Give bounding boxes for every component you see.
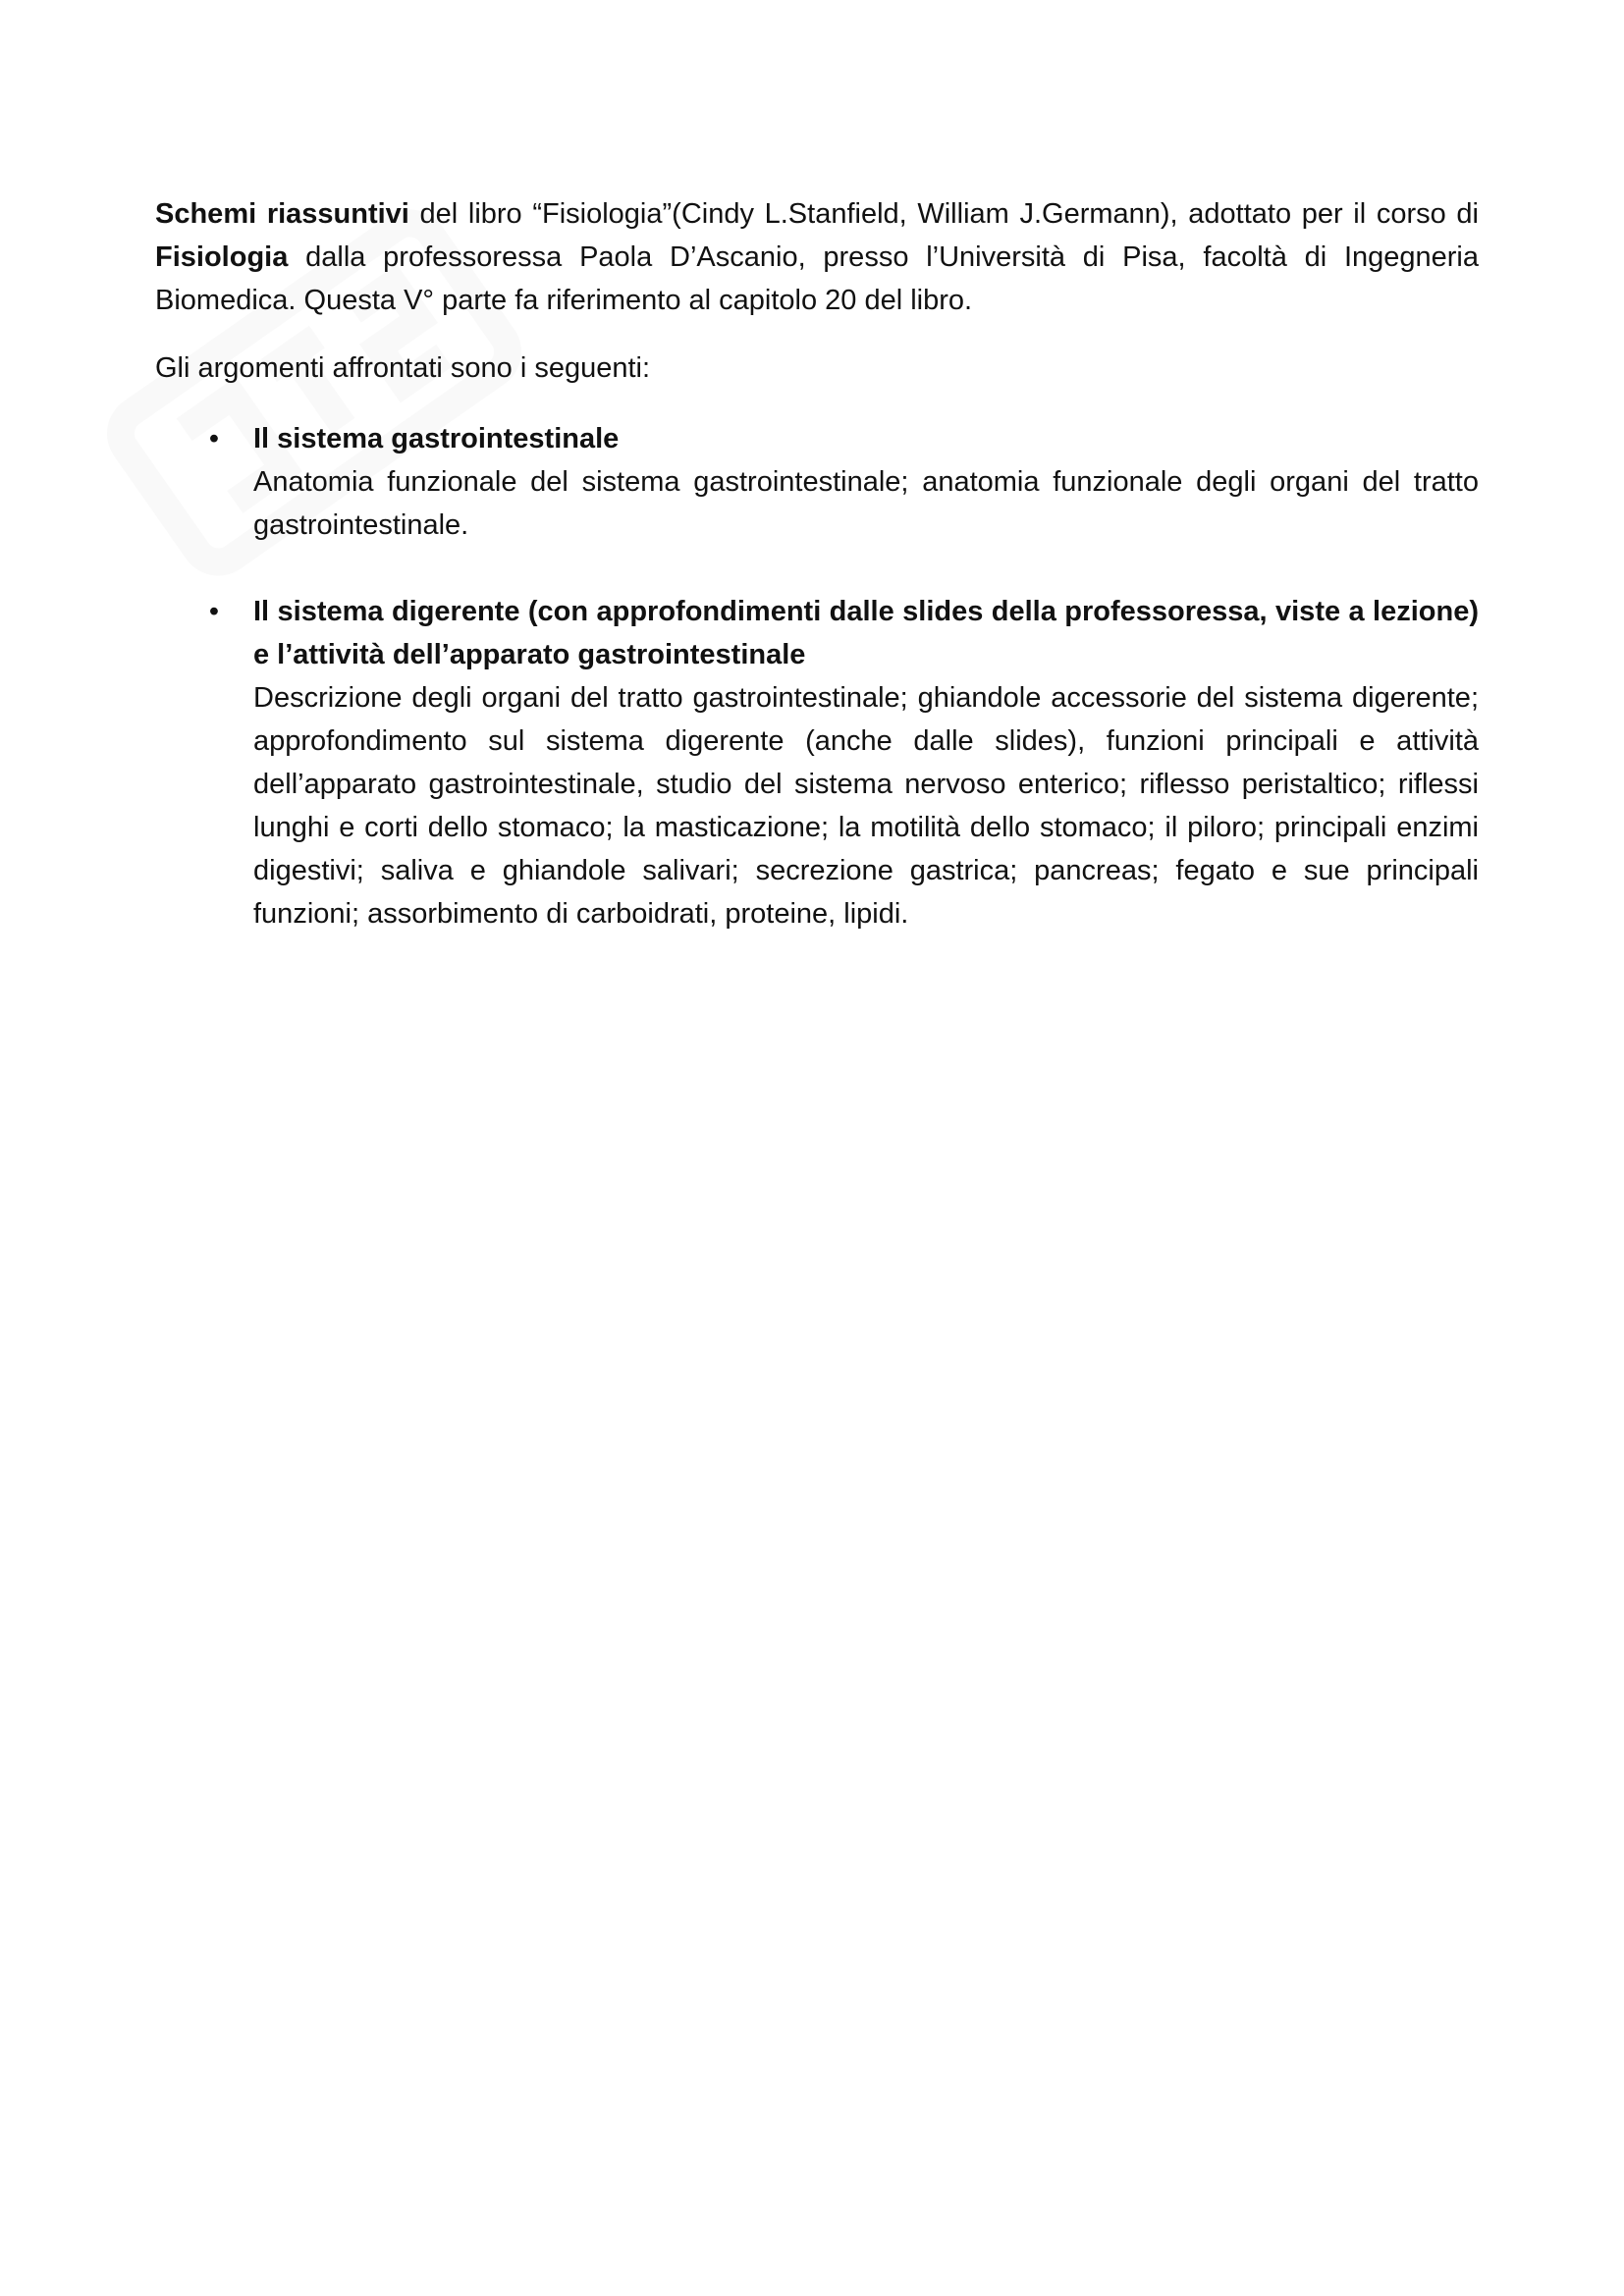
topics-lead-sentence: Gli argomenti affrontati sono i seguenti: [155,352,651,384]
document-content [155,192,1479,935]
intro-bold-course: Fisiologia [155,241,289,273]
topic-item-digestive-system [155,590,1479,935]
topic-description: Anatomia funzionale del sistema gastrointestinale; anatomia funzionale degli organi del tratto gastrointestinale. [253,466,1479,541]
topic-description: Descrizione degli organi del tratto gastrointestinale; ghiandole accessorie del sistema digerente; approfondimento sul sistema digerente (anche dalle slides), funzioni principali e attività dell’apparato gastrointestinale, studio del sistema nervoso enterico; riflesso peristaltico; riflessi lunghi e corti dello stomaco; la masticazione; la motilità dello stomaco; il piloro; principali enzimi digestivi; saliva e ghiandole salivari; secrezione gastrica; pancreas; fegato e sue principali funzioni; assorbimento di carboidrati, proteine, lipidi. [253,682,1479,930]
topic-title: Il sistema gastrointestinale [253,423,620,454]
topic-item-gastrointestinal-system [155,417,1479,547]
topics-list [155,417,1479,935]
intro-paragraph [155,192,1479,322]
intro-text-book: del libro “Fisiologia”(Cindy L.Stanfield, William J.Germann), adottato per il corso di [408,198,1479,230]
topic-title: Il sistema digerente (con approfondimenti dalle slides della professoressa, viste a lezione) e l’attività dell’apparato gastrointestinale [253,596,1479,670]
intro-bold-summary: Schemi riassuntivi [155,198,409,230]
bullet-icon: • [208,423,220,454]
bullet-icon: • [208,596,220,627]
intro-text-course-details: dalla professoressa Paola D’Ascanio, presso l’Università di Pisa, facoltà di Ingegneria Biomedica. Questa V° parte fa riferimento al capitolo 20 del libro. [155,241,1479,316]
